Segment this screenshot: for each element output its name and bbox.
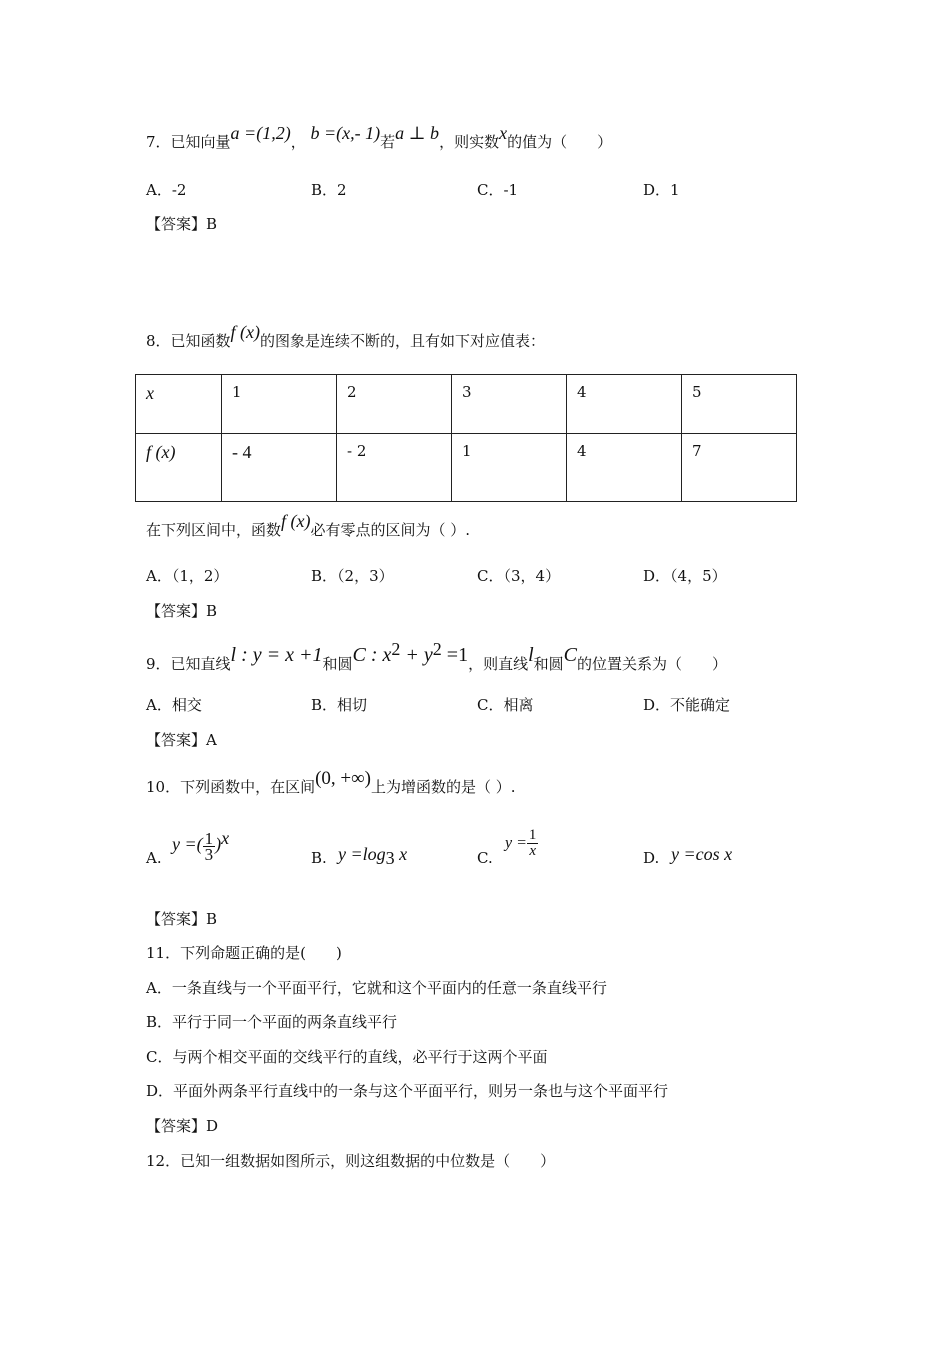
q7-option-c: C．-1 — [477, 181, 519, 199]
q8-stem — [146, 322, 546, 351]
q9-option-d: D．不能确定 — [643, 696, 731, 714]
q7-prefix: 7．已知向量 — [146, 133, 231, 151]
q9-suffix: 的位置关系为（ ） — [577, 655, 728, 673]
q7-condition: a ⊥ b — [395, 123, 440, 143]
q9-option-c: C．相离 — [477, 696, 534, 714]
q11-answer: 【答案】D — [146, 1117, 219, 1135]
q9-prefix: 9．已知直线 — [146, 655, 231, 673]
q10-stem — [146, 768, 516, 797]
q10-option-a-expr: y =( $\frac{1}{3}$ )$^x$ — [172, 828, 230, 864]
q9-and2: 和圆 — [533, 655, 564, 673]
q10-option-d-expr: y =cos x — [671, 844, 733, 864]
q9-l: l — [528, 644, 534, 666]
value-table — [135, 374, 797, 502]
table-cell: 4 — [567, 375, 682, 434]
q8-answer: 【答案】B — [146, 602, 218, 620]
q8-option-d: D．（4，5） — [643, 567, 727, 585]
q8-followup-function: f (x) — [281, 511, 311, 531]
table-cell: 1 — [452, 434, 567, 502]
table-cell: - 2 — [337, 434, 452, 502]
fraction-one-over-x: $\frac{1}{x}$ — [528, 827, 537, 859]
q7-vector-b: b =(x,- 1) — [310, 123, 381, 143]
q8-function: f (x) — [230, 322, 261, 342]
q7-option-d: D．1 — [643, 181, 680, 199]
q9-c: C — [563, 644, 578, 666]
q11-option-a: A．一条直线与一个平面平行，它就和这个平面内的任意一条直线平行 — [146, 979, 607, 997]
q7-mid: ，则实数 — [439, 133, 500, 151]
q11-stem: 11．下列命题正确的是( ) — [146, 944, 342, 962]
q8-option-a: A．（1，2） — [146, 567, 229, 585]
q9-option-b: B．相切 — [311, 696, 368, 714]
q7-suffix: 的值为（ ） — [507, 133, 613, 151]
q8-suffix: 的图象是连续不断的，且有如下对应值表： — [260, 332, 546, 350]
q7-stem — [146, 123, 613, 152]
q10-option-d-label: D. — [643, 849, 660, 867]
q9-answer: 【答案】A — [146, 731, 217, 749]
table-cell: 4 — [567, 434, 682, 502]
q9-mid: ，则直线 — [468, 655, 529, 673]
q7-comma: ， — [290, 133, 306, 151]
q10-option-b-expr: $y =\log_3$ x — [338, 844, 408, 868]
q10-answer: 【答案】B — [146, 910, 218, 928]
q10-option-c-label: C. — [477, 849, 493, 867]
q7-answer: 【答案】B — [146, 215, 218, 233]
q12-stem: 12．已知一组数据如图所示，则这组数据的中位数是（ ） — [146, 1152, 556, 1170]
q9-and1: 和圆 — [322, 655, 353, 673]
q8-followup-suffix: 必有零点的区间为（ ）. — [310, 521, 471, 539]
q8-followup — [146, 511, 471, 540]
q9-circle-equation: C : $x^2 + y^2 =1$ — [352, 639, 469, 666]
q7-var: x — [499, 123, 508, 143]
q10-interval: (0, +∞) — [315, 768, 372, 789]
q9-option-a: A．相交 — [146, 696, 202, 714]
q11-option-b: B．平行于同一个平面的两条直线平行 — [146, 1013, 398, 1031]
q8-prefix: 8．已知函数 — [146, 332, 231, 350]
table-row-x — [136, 375, 797, 434]
q10-suffix: 上为增函数的是（ ）. — [371, 778, 516, 796]
q10-prefix: 10．下列函数中，在区间 — [146, 778, 316, 796]
q9-line-equation: l : y = x +1 — [230, 644, 323, 666]
table-cell: - 4 — [222, 434, 337, 502]
q7-option-a: A．-2 — [146, 181, 187, 199]
q8-option-c: C．（3，4） — [477, 567, 561, 585]
q7-option-b: B．2 — [311, 181, 347, 199]
fraction-one-third: $\frac{1}{3}$ — [204, 828, 214, 864]
table-header-x: x — [136, 375, 222, 434]
q7-vector-a: a =(1,2) — [230, 123, 291, 143]
q9-stem — [146, 639, 728, 674]
table-cell: 2 — [337, 375, 452, 434]
table-header-fx: f (x) — [136, 434, 222, 502]
q11-option-c: C．与两个相交平面的交线平行的直线，必平行于这两个平面 — [146, 1048, 548, 1066]
q10-option-a-label: A. — [146, 849, 162, 867]
q8-option-b: B．（2，3） — [311, 567, 394, 585]
table-cell: 5 — [682, 375, 797, 434]
q10-option-b-label: B. — [311, 849, 327, 867]
q7-cond-prefix: 若 — [380, 133, 396, 151]
q8-followup-prefix: 在下列区间中，函数 — [146, 521, 282, 539]
q11-option-d: D．平面外两条平行直线中的一条与这个平面平行，则另一条也与这个平面平行 — [146, 1082, 669, 1100]
q10-option-c-expr: y = $\frac{1}{x}$ — [505, 827, 537, 859]
table-row-fx — [136, 434, 797, 502]
table-cell: 1 — [222, 375, 337, 434]
table-cell: 7 — [682, 434, 797, 502]
table-cell: 3 — [452, 375, 567, 434]
